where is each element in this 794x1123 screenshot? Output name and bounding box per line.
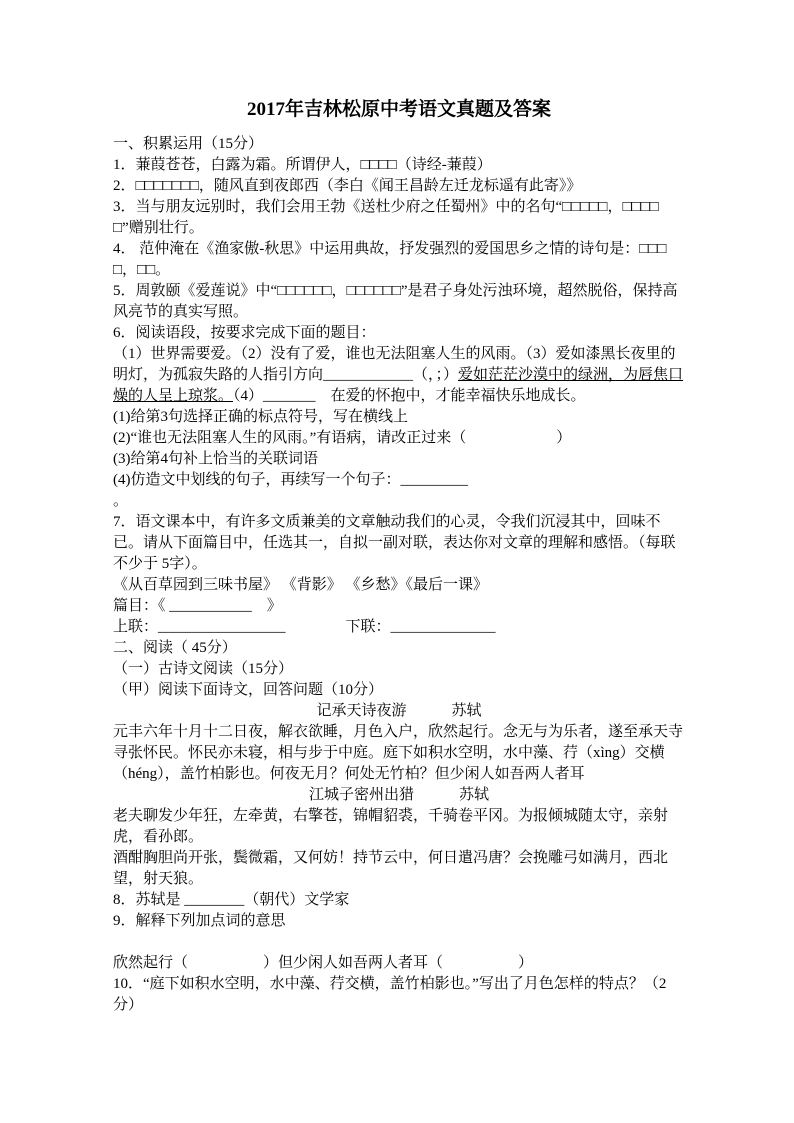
question-6-sub4: (4)仿造文中划线的句子，再续写一个句子：_________ (113, 472, 468, 488)
question-1: 1．蒹葭苍苍，白露为霜。所谓伊人，□□□□（诗经-蒹葭） (113, 157, 492, 173)
document-content (113, 97, 685, 1016)
question-7-book-list: 《从百草园到三味书屋》 《背影》 《乡愁》《最后一课》 (113, 577, 489, 593)
question-7-couplet-line: 上联：_________________ 下联：______________ (113, 619, 496, 635)
question-7-piece-line: 篇目：《 ___________ 》 (113, 598, 282, 614)
question-6-passage (113, 344, 685, 407)
poem2-stanza1: 老夫聊发少年狂，左牵黄，右擎苍，锦帽貂裘，千骑卷平冈。为报倾城随太守，亲射虎，看孙郎。 (113, 808, 669, 845)
question-6-sub2: (2)“谁也无法阻塞人生的风雨。”有语病，请改正过来（ ） (113, 430, 572, 446)
question-6-underlined-sentence: 爱如茫茫沙漠中的绿洲，为唇焦口燥的人呈上琼浆。 (113, 367, 684, 404)
question-8: 8．苏轼是 ________（朝代）文学家 (113, 892, 350, 908)
document-title: 2017年吉林松原中考语文真题及答案 (246, 99, 551, 120)
question-7: 7．语文课本中，有许多文质兼美的文章触动我们的心灵，令我们沉浸其中，回味不已。请从下面篇目中，任选其一，自拟一副对联，表达你对文章的理解和感悟。（每联不少于 5字）。 (113, 514, 676, 572)
question-6-passage-part1: （1）世界需要爱。（2）没有了爱，谁也无法阻塞人生的风雨。（3）爱如漆黑长夜里的明灯，为孤寂失路的人指引方向____________（，；） (113, 346, 676, 383)
question-6-intro: 6．阅读语段，按要求完成下面的题目： (113, 325, 376, 341)
question-9: 9．解释下列加点词的意思 (113, 913, 286, 929)
poem2-stanza2: 酒酣胸胆尚开张，鬓微霜，又何妨！持节云中，何日遣冯唐？会挽雕弓如满月，西北望，射天狼。 (113, 850, 669, 887)
question-2: 2．□□□□□□□，随风直到夜郎西（李白《闻王昌龄左迁龙标遥有此寄》》 (113, 178, 582, 194)
poem1-title: 记承天诗夜游 苏轼 (316, 703, 482, 719)
question-6-sub1: (1)给第3句选择正确的标点符号，写在横线上 (113, 409, 408, 425)
question-6-sub4-tail: 。 (113, 493, 129, 509)
reading-part1-heading: （一）古诗文阅读（15分） (113, 661, 294, 677)
question-3: 3．当与朋友远别时，我们会用王勃《送杜少府之任蜀州》中的名句“□□□□□，□□□□□”赠别壮行。 (113, 199, 659, 236)
question-6-sub3: (3)给第4句补上恰当的关联词语 (113, 451, 318, 467)
section-1-heading: 一、积累运用（15分） (113, 136, 264, 152)
question-5: 5．周敦颐《爱莲说》中“□□□□□□，□□□□□□”是君子身处污浊环境，超然脱俗，保持高风亮节的真实写照。 (113, 283, 678, 320)
question-9-words: 欣然起行（ ）但少闲人如吾两人者耳（ ） (113, 955, 534, 971)
poem1-body: 元丰六年十月十二日夜，解衣欲睡，月色入户，欣然起行。念无与为乐者，遂至承天寺寻张怀民。怀民亦未寝，相与步于中庭。庭下如积水空明，水中藻、荇（xìng）交横（héng），盖竹柏影也。何夜无月？何处无竹柏？但少闲人如吾两人者耳 (113, 724, 684, 782)
question-4: 4． 范仲淹在《渔家傲-秋思》中运用典故，抒发强烈的爱国思乡之情的诗句是：□□□□，□□。 (113, 241, 667, 278)
blank-line (113, 932, 685, 953)
question-6-passage-part2: （4）_______ 在爱的怀抱中，才能幸福快乐地成长。 (233, 388, 586, 404)
poem2-title: 江城子密州出猎 苏轼 (308, 787, 489, 803)
question-10: 10．“庭下如积水空明，水中藻、荇交横，盖竹柏影也。”写出了月色怎样的特点？（2分） (113, 976, 667, 1013)
reading-jia-heading: （甲）阅读下面诗文，回答问题（10分） (113, 682, 384, 698)
section-2-heading: 二、阅读（ 45分） (113, 640, 237, 656)
